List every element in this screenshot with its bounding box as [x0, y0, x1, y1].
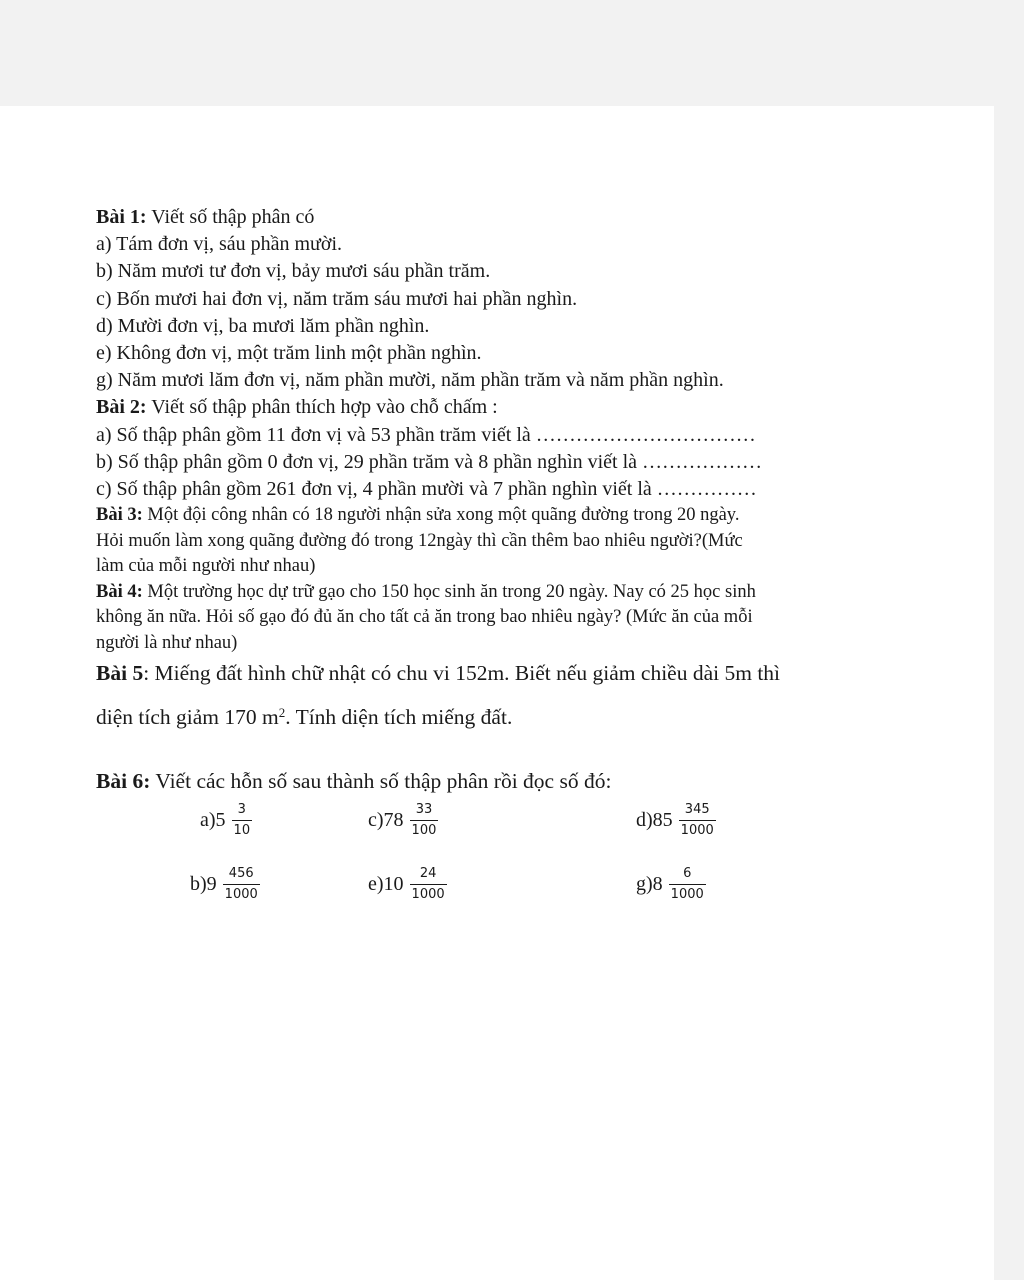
fraction-g: $\frac{6}{1000}$ — [670, 866, 704, 903]
fraction-c: $\frac{33}{100}$ — [411, 802, 437, 839]
bai4-line-3: người là như nhau) — [96, 632, 238, 653]
bai3-line-1: Bài 3: Một đội công nhân có 18 người nhận sửa xong một quãng đường trong 20 ngày. — [96, 505, 740, 526]
bai5-line-2: diện tích giảm 170 $m^2$. Tính diện tích miếng đất. — [96, 705, 513, 730]
bai5-line-1: Bài 5: Miếng đất hình chữ nhật có chu vi 152m. Biết nếu giảm chiều dài 5m thì — [96, 661, 781, 686]
mixed-number-d: d)85 $\frac{345}{1000}$ — [636, 802, 714, 839]
fraction-b: $\frac{456}{1000}$ — [224, 866, 258, 903]
top-background — [0, 0, 1024, 106]
bai2-item-c: c) Số thập phân gồm 261 đơn vị, 4 phần mười và 7 phần nghìn viết là …………… — [96, 478, 757, 501]
bai3-line-3: làm của mỗi người như nhau) — [96, 556, 316, 577]
bai1-item-g: g) Năm mươi lăm đơn vị, năm phần mười, năm phần trăm và năm phần nghìn. — [96, 369, 724, 392]
bai2-heading: Bài 2: Viết số thập phân thích hợp vào chỗ chấm : — [96, 396, 498, 419]
worksheet-content — [96, 204, 906, 916]
mixed-number-c: c)78 $\frac{33}{100}$ — [368, 802, 437, 839]
bai3-line-2: Hỏi muốn làm xong quãng đường đó trong 12ngày thì cần thêm bao nhiêu người?(Mức — [96, 530, 743, 551]
right-background — [994, 106, 1024, 1280]
bai2-item-b: b) Số thập phân gồm 0 đơn vị, 29 phần trăm và 8 phần nghìn viết là ……………… — [96, 450, 763, 473]
bai1-item-c: c) Bốn mươi hai đơn vị, năm trăm sáu mươi hai phần nghìn. — [96, 287, 578, 310]
bai2-item-a: a) Số thập phân gồm 11 đơn vị và 53 phần trăm viết là …………………………… — [96, 423, 756, 446]
fraction-d: $\frac{345}{1000}$ — [680, 802, 714, 839]
bai1-item-e: e) Không đơn vị, một trăm linh một phần nghìn. — [96, 342, 482, 365]
bai4-line-1: Bài 4: Một trường học dự trữ gạo cho 150 học sinh ăn trong 20 ngày. Nay có 25 học sinh — [96, 581, 756, 602]
bai1-item-b: b) Năm mươi tư đơn vị, bảy mươi sáu phần trăm. — [96, 260, 491, 283]
mixed-number-b: b)9 $\frac{456}{1000}$ — [190, 866, 258, 903]
mixed-numbers-grid — [96, 796, 906, 916]
mixed-number-e: e)10 $\frac{24}{1000}$ — [368, 866, 445, 903]
fraction-a: $\frac{3}{10}$ — [233, 802, 251, 839]
bai1-heading: Bài 1: Viết số thập phân có — [96, 206, 315, 228]
mixed-number-g: g)8 $\frac{6}{1000}$ — [636, 866, 704, 903]
document-page — [0, 106, 994, 1280]
mixed-number-a: a)5 $\frac{3}{10}$ — [200, 802, 251, 839]
fraction-e: $\frac{24}{1000}$ — [411, 866, 445, 903]
bai1-item-d: d) Mười đơn vị, ba mươi lăm phần nghìn. — [96, 314, 430, 337]
bai6-heading: Bài 6: Viết các hỗn số sau thành số thập phân rồi đọc số đó: — [96, 769, 612, 794]
bai4-line-2: không ăn nữa. Hỏi số gạo đó đủ ăn cho tất cả ăn trong bao nhiêu ngày? (Mức ăn của mỗi — [96, 607, 753, 628]
bai1-item-a: a) Tám đơn vị, sáu phần mười. — [96, 233, 343, 256]
